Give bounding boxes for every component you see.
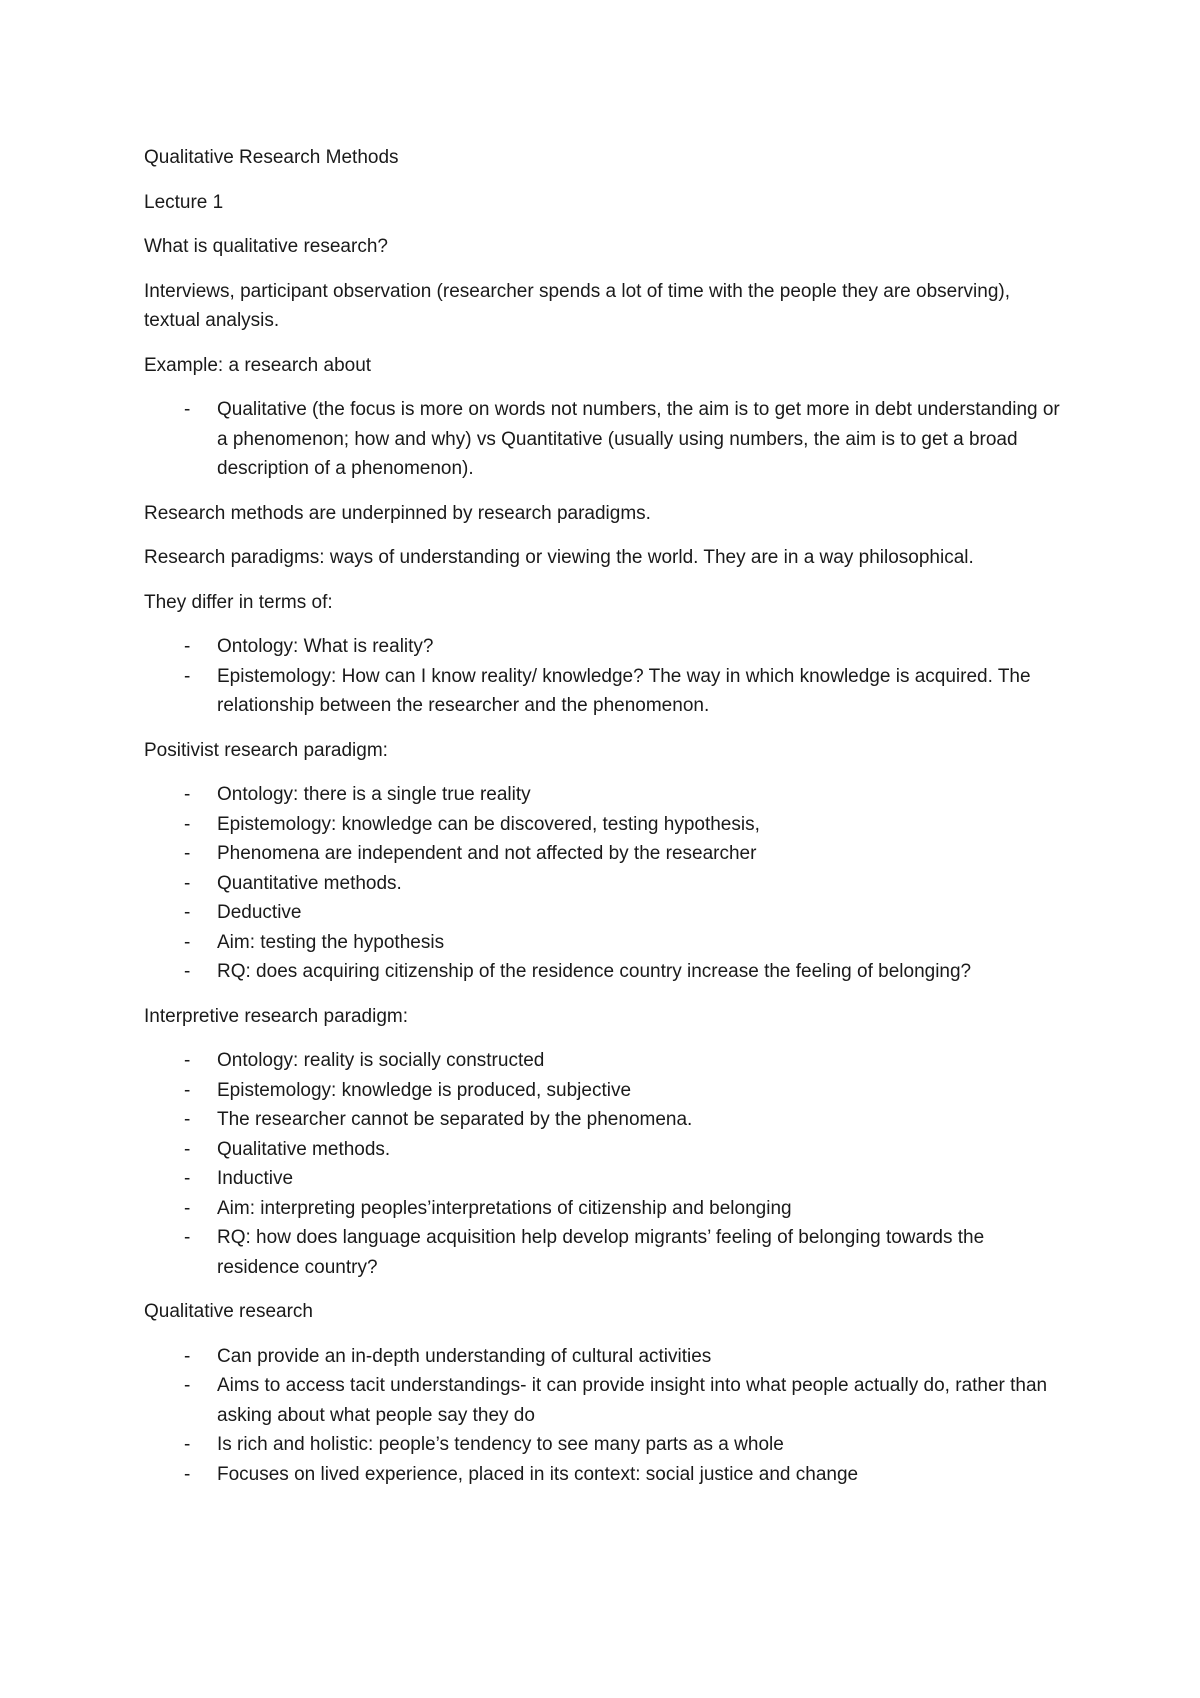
- document-paragraph: Qualitative research: [144, 1301, 313, 1322]
- document-paragraph: Research paradigms: ways of understanding or viewing the world. They are in a way philosophical.: [144, 547, 974, 568]
- list-item: - Aims to access tacit understandings- it can provide insight into what people actually do, rather than asking about what people say they do: [144, 1371, 1064, 1430]
- document-paragraph: What is qualitative research?: [144, 236, 388, 257]
- list-item: - Quantitative methods.: [144, 869, 1064, 899]
- bullet-list: [144, 632, 1064, 721]
- document-paragraph: Example: a research about: [144, 354, 372, 376]
- list-item: - Deductive: [144, 898, 1064, 928]
- list-item: - Aim: testing the hypothesis: [144, 928, 1064, 958]
- list-item: - Ontology: reality is socially constructed: [144, 1046, 1064, 1076]
- document-page: [144, 143, 1064, 1504]
- list-item: - Can provide an in-depth understanding of cultural activities: [144, 1342, 1064, 1372]
- bullet-list: [144, 395, 1064, 484]
- list-item: - Ontology: What is reality?: [144, 632, 1064, 662]
- list-item: - The researcher cannot be separated by the phenomena.: [144, 1105, 1064, 1135]
- list-item: - Aim: interpreting peoples’interpretations of citizenship and belonging: [144, 1194, 1064, 1224]
- document-paragraph: Positivist research paradigm:: [144, 739, 388, 761]
- document-paragraph: Interpretive research paradigm:: [144, 1005, 409, 1027]
- list-item: - Phenomena are independent and not affected by the researcher: [144, 839, 1064, 869]
- list-item: - Ontology: there is a single true reality: [144, 780, 1064, 810]
- list-item: - Qualitative (the focus is more on words not numbers, the aim is to get more in debt understanding or a phenomenon; how and why) vs Quantitative (usually using numbers, the aim is to get a broad description of a phenomenon).: [144, 395, 1064, 484]
- list-item: - Focuses on lived experience, placed in its context: social justice and change: [144, 1460, 1064, 1490]
- list-item: - Qualitative methods.: [144, 1135, 1064, 1165]
- list-item: - RQ: does acquiring citizenship of the residence country increase the feeling of belonging?: [144, 957, 1064, 987]
- bullet-list: [144, 1046, 1064, 1282]
- document-paragraph: Lecture 1: [144, 191, 224, 213]
- document-paragraph: Qualitative Research Methods: [144, 147, 399, 168]
- list-item: - Epistemology: How can I know reality/ knowledge? The way in which knowledge is acquired. The relationship between the researcher and the phenomenon.: [144, 662, 1064, 721]
- document-paragraph: They differ in terms of:: [144, 591, 333, 613]
- list-item: - Epistemology: knowledge is produced, subjective: [144, 1076, 1064, 1106]
- document-paragraph: Interviews, participant observation (researcher spends a lot of time with the people they are observing), textual analysis.: [144, 280, 1011, 331]
- list-item: - RQ: how does language acquisition help develop migrants’ feeling of belonging towards the residence country?: [144, 1223, 1064, 1282]
- document-paragraph: Research methods are underpinned by research paradigms.: [144, 502, 651, 524]
- list-item: - Inductive: [144, 1164, 1064, 1194]
- bullet-list: [144, 1342, 1064, 1490]
- list-item: - Is rich and holistic: people’s tendency to see many parts as a whole: [144, 1430, 1064, 1460]
- list-item: - Epistemology: knowledge can be discovered, testing hypothesis,: [144, 810, 1064, 840]
- bullet-list: [144, 780, 1064, 987]
